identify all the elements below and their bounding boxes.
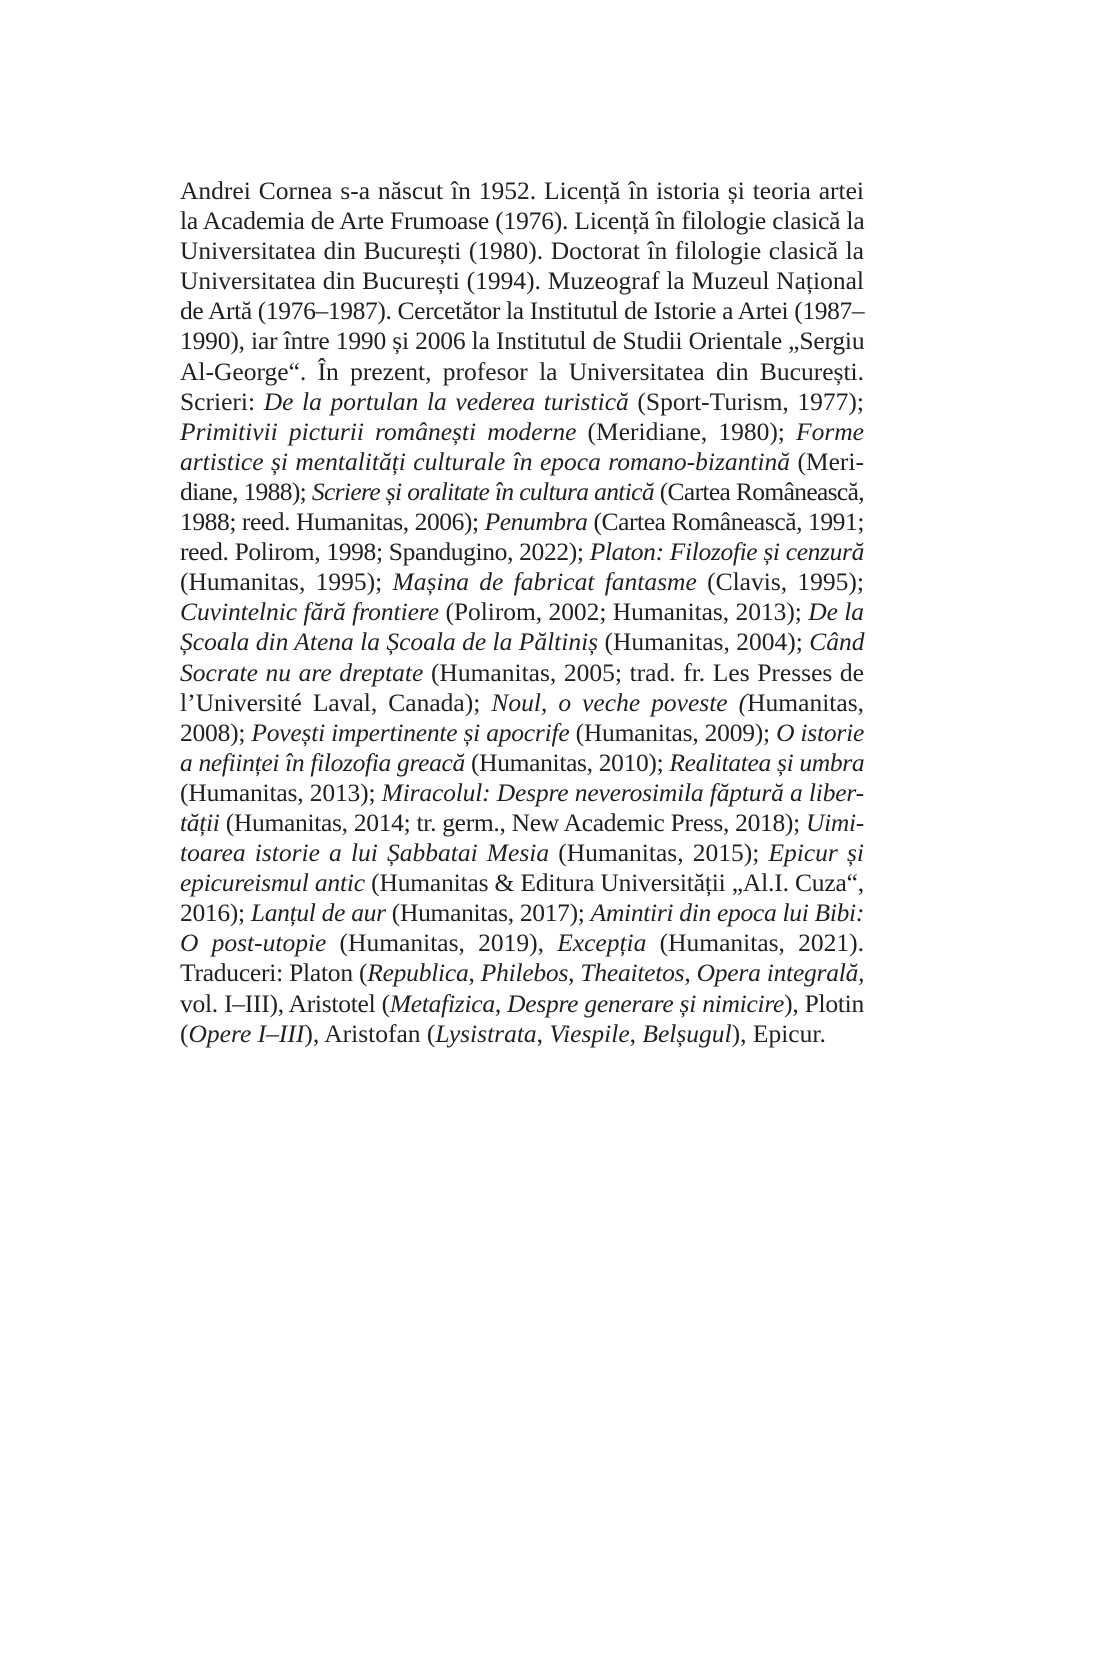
- italic-title: Când: [809, 627, 865, 657]
- italic-title: Forme: [796, 416, 864, 446]
- italic-title: Povești impertinente și apocrife: [251, 717, 570, 747]
- text-run: diane, 1988);: [180, 476, 312, 506]
- text-run: (Humanitas & Editura Universității „Al.I. Cuza“,: [364, 868, 864, 898]
- text-run: 2008);: [180, 717, 252, 747]
- italic-title: Uimi-: [806, 807, 864, 837]
- text-run: (Meri-: [790, 446, 864, 476]
- text-run: (Humanitas, 2015);: [549, 838, 769, 868]
- text-run: (Cartea Românească, 1991;: [587, 507, 864, 537]
- text-run: (Sport-Turism, 1977);: [628, 386, 864, 416]
- italic-title: Viespile: [549, 1018, 630, 1048]
- text-line: [180, 206, 864, 236]
- text-run: Andrei Cornea s-a născut în 1952. Licență în istoria și teoria artei: [180, 176, 864, 205]
- text-run: (Humanitas, 2017);: [385, 898, 591, 928]
- text-run: ,: [468, 958, 481, 988]
- text-run: (Humanitas, 1995);: [180, 567, 393, 597]
- text-run: (Clavis, 1995);: [696, 567, 864, 597]
- text-run: ), Plotin: [784, 988, 864, 1018]
- italic-title: Platon: Filozofie și cenzură: [589, 537, 864, 567]
- text-run: (Humanitas, 2013);: [180, 777, 382, 807]
- text-line: [180, 236, 864, 266]
- text-line: [180, 326, 864, 356]
- italic-title: Cuvintelnic fără frontiere: [180, 597, 440, 627]
- text-run: vol. I–III), Aristotel (: [180, 988, 390, 1018]
- italic-title: Lysistrata: [435, 1018, 537, 1048]
- text-run: ,: [629, 1018, 643, 1048]
- text-line: [180, 898, 864, 928]
- text-run: ,: [536, 1018, 550, 1048]
- text-run: ,: [684, 958, 697, 988]
- italic-title: Mașina de fabricat fantasme: [392, 567, 697, 597]
- italic-title: a neființei în filozofia greacă: [180, 747, 465, 777]
- text-line: [180, 447, 864, 477]
- text-run: ), Aristofan (: [304, 1018, 436, 1048]
- text-run: Universitatea din București (1980). Doctorat în filologie clasică la: [180, 236, 864, 266]
- italic-title: O post-utopie: [180, 928, 327, 958]
- text-run: (Polirom, 2002; Humanitas, 2013);: [439, 597, 809, 627]
- italic-title: Despre generare și nimicire: [507, 988, 785, 1018]
- text-line: [180, 627, 864, 657]
- italic-title: Theaitetos: [580, 958, 685, 988]
- text-run: de Artă (1976–1987). Cercetător la Institutul de Istorie a Artei (1987–: [180, 296, 865, 326]
- text-run: reed. Polirom, 1998; Spandugino, 2022);: [180, 537, 590, 567]
- text-run: (Cartea Românească,: [653, 476, 864, 506]
- text-run: (Meridiane, 1980);: [576, 416, 797, 446]
- text-line: [180, 838, 864, 868]
- italic-title: tății: [180, 807, 220, 837]
- text-line: [180, 808, 864, 838]
- text-line: [180, 958, 864, 988]
- author-biography: [180, 176, 864, 1049]
- text-run: (Humanitas, 2005; trad. fr. Les Presses de: [423, 657, 864, 687]
- italic-title: epicureismul antic: [180, 868, 365, 898]
- text-run: (Humanitas, 2019),: [326, 928, 558, 958]
- text-line: [180, 266, 864, 296]
- italic-title: Noul, o veche poveste (: [491, 687, 748, 717]
- text-line: [180, 658, 864, 688]
- text-run: ,: [494, 988, 508, 1018]
- text-line: [180, 387, 864, 417]
- text-line: [180, 868, 864, 898]
- text-run: (Humanitas, 2009);: [569, 717, 777, 747]
- text-line: [180, 928, 864, 958]
- text-line: [180, 357, 864, 387]
- italic-title: Socrate nu are dreptate: [180, 657, 424, 687]
- italic-title: Primitivii picturii românești moderne: [180, 416, 577, 446]
- text-run: 1990), iar între 1990 și 2006 la Institutul de Studii Orientale „Sergiu: [180, 326, 865, 356]
- italic-title: toarea istorie a lui Șabbatai Mesia: [180, 838, 550, 868]
- text-line: [180, 417, 864, 447]
- text-run: Scrieri:: [180, 386, 264, 416]
- italic-title: Belșugul: [642, 1018, 732, 1048]
- text-line: [180, 778, 864, 808]
- italic-title: Miracolul: Despre neverosimila făptură a liber-: [381, 777, 864, 807]
- italic-title: Realitatea și umbra: [669, 747, 865, 777]
- italic-title: Amintiri din epoca lui Bibi:: [590, 898, 865, 928]
- italic-title: Republica: [367, 958, 469, 988]
- italic-title: De la: [808, 597, 864, 627]
- text-run: Traduceri: Platon (: [180, 958, 368, 988]
- text-line: [180, 748, 864, 778]
- text-run: Al-George“. În prezent, profesor la Universitatea din București.: [180, 356, 864, 386]
- italic-title: Metafizica: [389, 988, 495, 1018]
- italic-title: O istorie: [776, 717, 865, 747]
- text-line: [180, 477, 864, 507]
- italic-title: Scriere și oralitate în cultura antică: [311, 476, 654, 506]
- text-line: [180, 688, 864, 718]
- text-run: ,: [568, 958, 581, 988]
- text-line: [180, 507, 864, 537]
- text-line: [180, 718, 864, 748]
- italic-title: Școala din Atena la Școala de la Păltiniș: [180, 627, 599, 657]
- text-run: l’Université Laval, Canada);: [180, 687, 492, 717]
- italic-title: artistice și mentalități culturale în epoca romano-bizantină: [180, 446, 791, 476]
- italic-title: De la portulan la vederea turistică: [263, 386, 629, 416]
- text-run: Humanitas,: [747, 687, 864, 717]
- text-run: (Humanitas, 2021).: [646, 928, 865, 958]
- text-run: (: [180, 1018, 189, 1048]
- text-line: [180, 537, 864, 567]
- italic-title: Opera integrală,: [696, 958, 865, 988]
- text-line: [180, 989, 864, 1019]
- text-line: [180, 597, 864, 627]
- text-run: (Humanitas, 2010);: [464, 747, 670, 777]
- text-line: [180, 1019, 864, 1049]
- text-run: ), Epicur.: [731, 1018, 826, 1048]
- text-run: Universitatea din București (1994). Muzeograf la Muzeul Național: [180, 266, 864, 296]
- italic-title: Philebos: [480, 958, 569, 988]
- text-run: 2016);: [180, 898, 251, 928]
- italic-title: Penumbra: [484, 507, 588, 537]
- text-line: [180, 176, 864, 206]
- italic-title: Epicur și: [768, 838, 864, 868]
- text-line: [180, 296, 864, 326]
- italic-title: Excepția: [557, 928, 647, 958]
- italic-title: Lanțul de aur: [250, 898, 386, 928]
- text-run: 1988; reed. Humanitas, 2006);: [180, 507, 485, 537]
- text-run: (Humanitas, 2004);: [598, 627, 810, 657]
- italic-title: Opere I–III: [188, 1018, 305, 1048]
- text-line: [180, 567, 864, 597]
- text-run: (Humanitas, 2014; tr. germ., New Academic Press, 2018);: [219, 807, 806, 837]
- text-run: la Academia de Arte Frumoase (1976). Licență în filologie clasică la: [180, 206, 865, 236]
